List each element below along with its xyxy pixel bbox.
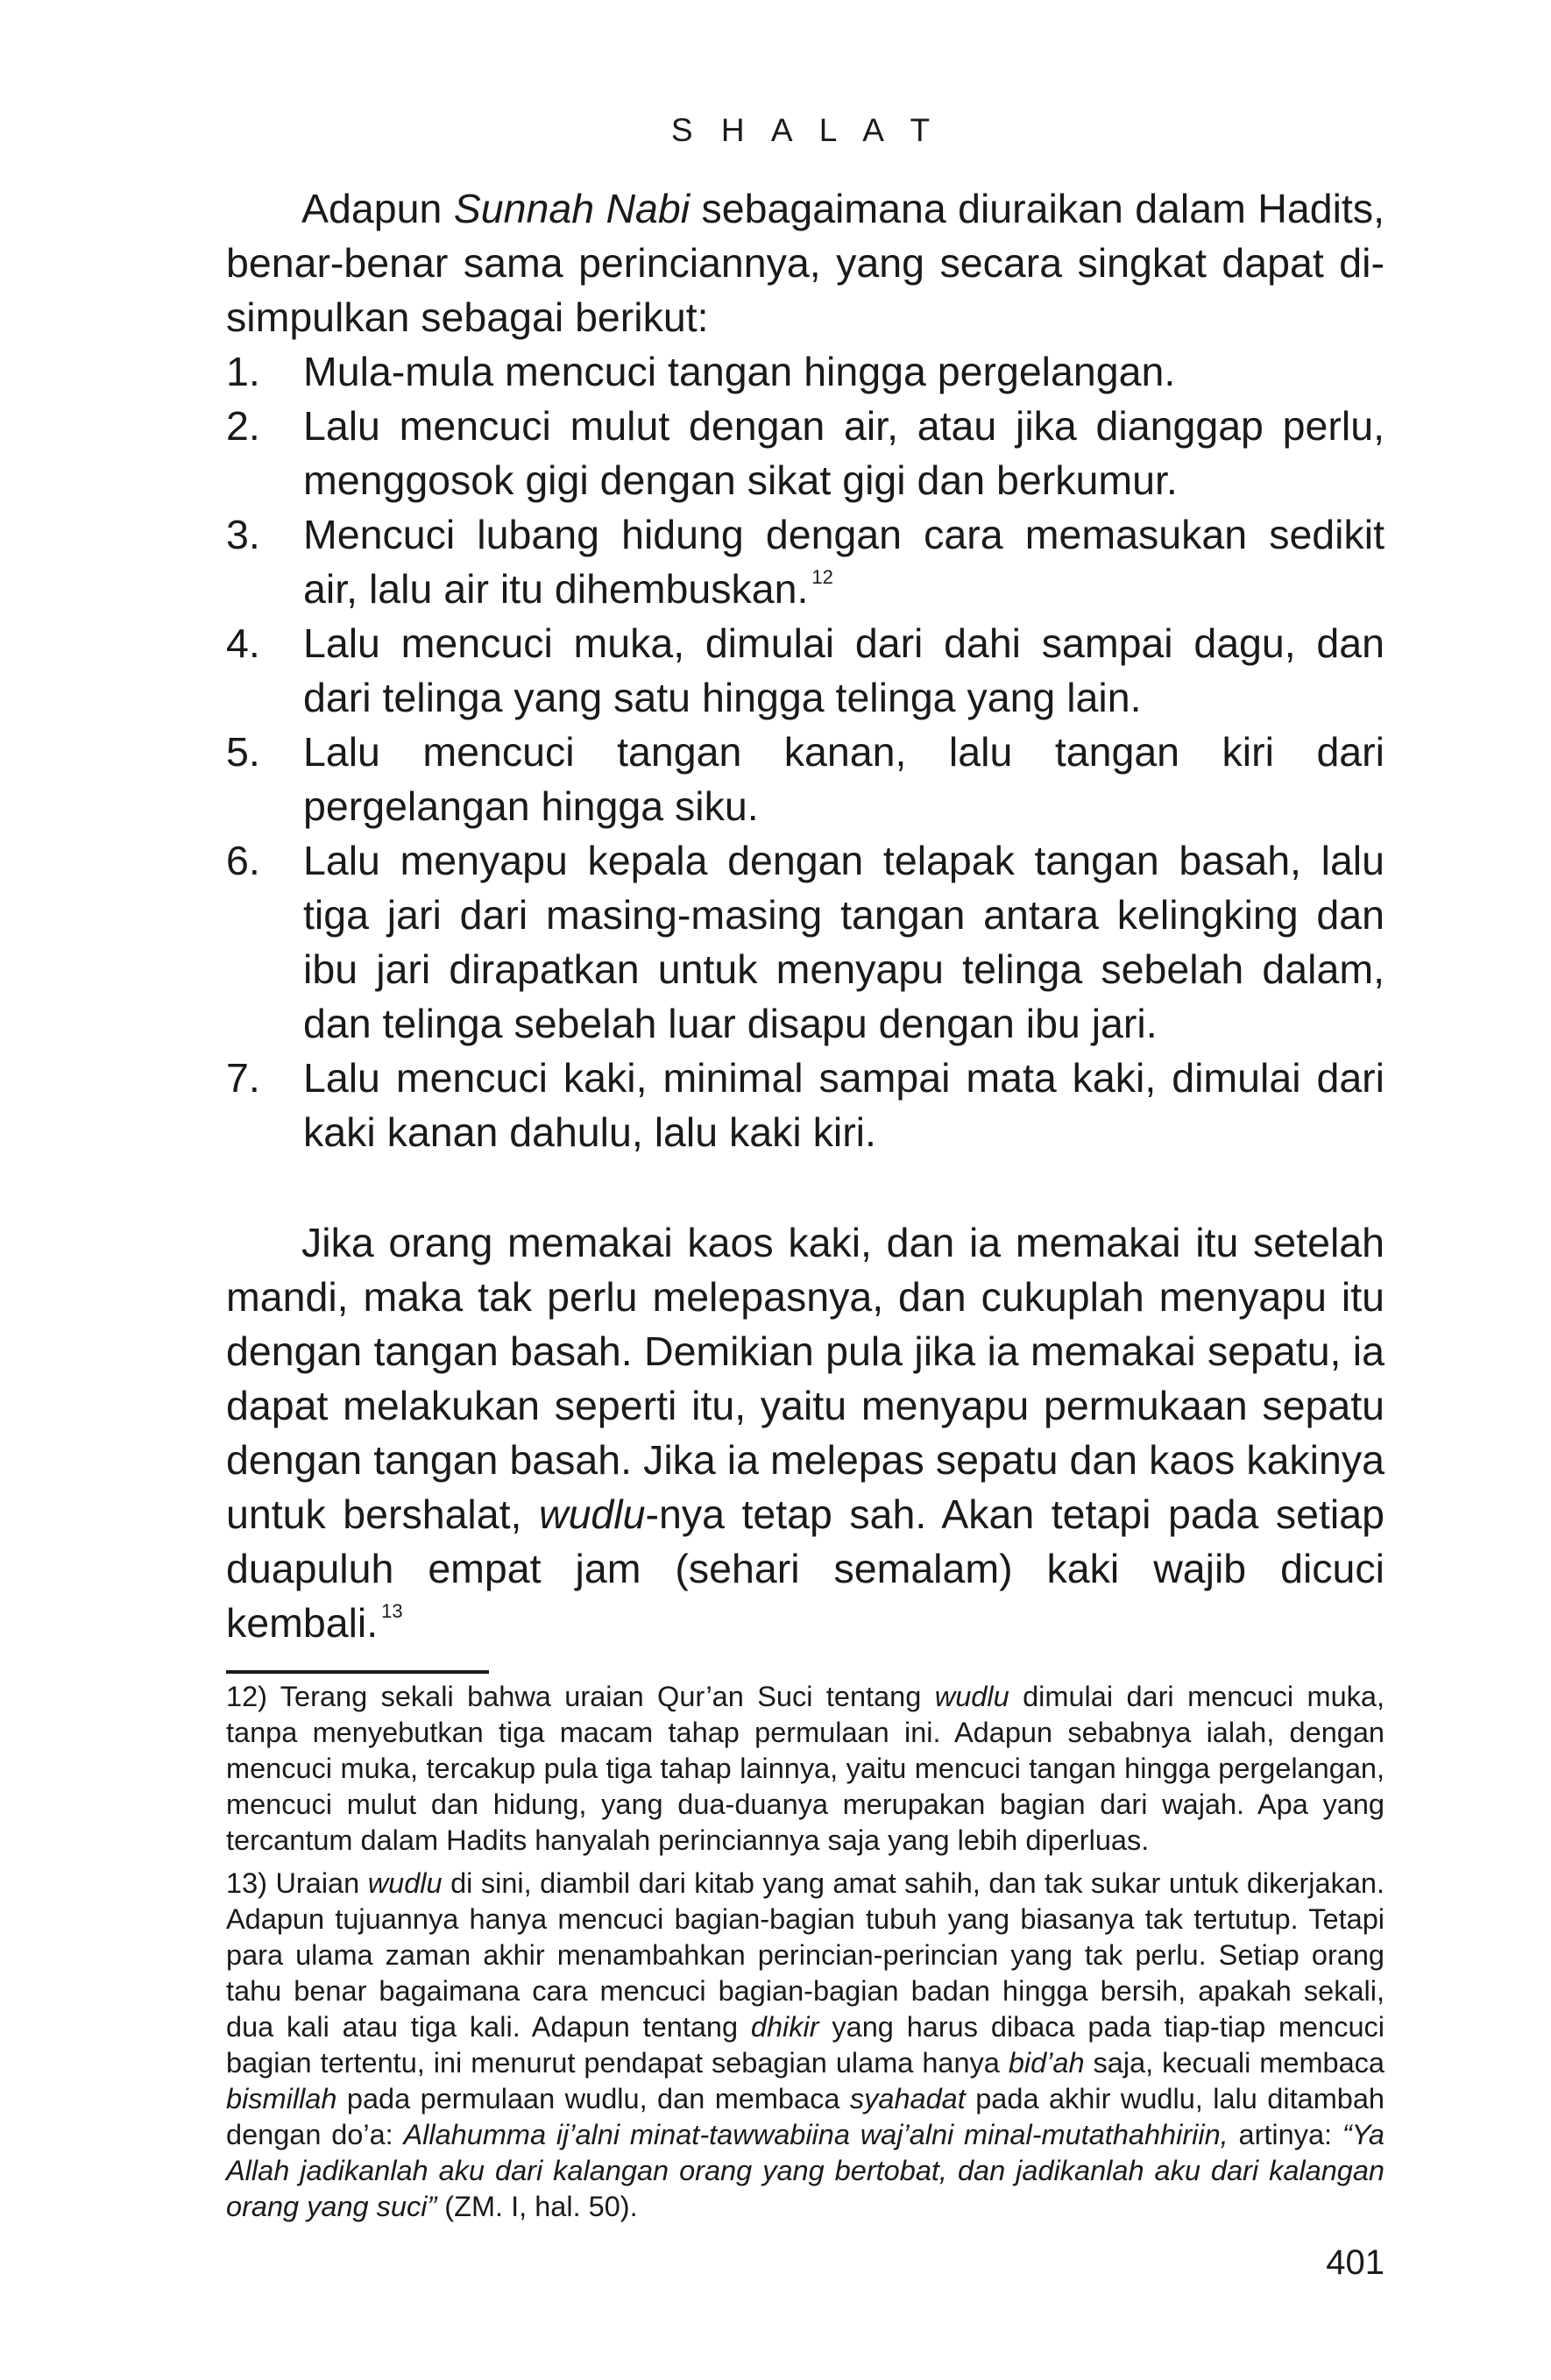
page-number: 401 xyxy=(1326,2243,1385,2282)
step-number: 3. xyxy=(226,512,260,557)
list-item xyxy=(226,507,1385,616)
list-item xyxy=(226,1051,1385,1159)
list-item xyxy=(226,399,1385,507)
step-number: 7. xyxy=(226,1055,260,1101)
step-text: Lalu mencuci mulut dengan air, atau jika dianggap perlu, menggosok gigi dengan sikat gigi dan berkumur. xyxy=(303,403,1385,503)
step-number: 6. xyxy=(226,838,260,883)
footnote-divider xyxy=(226,1670,489,1674)
step-text: Lalu menyapu kepala dengan telapak tangan basah, lalu tiga jari dari masing-masing tangan antara kelingking dan ibu jari dirapatkan untuk menyapu telinga sebelah dalam, dan telinga sebelah luar disapu dengan ibu jari. xyxy=(303,838,1385,1046)
list-item xyxy=(226,344,1385,399)
footnote-ref-13[interactable]: 13 xyxy=(381,1600,403,1622)
footnote-12: 12) Terang sekali bahwa uraian Qur’an Suci tentang wudlu dimulai dari mencuci muka, tanpa menyebutkan tiga macam tahap permulaan ini. Adapun sebabnya ialah, dengan mencuci muka, tercakup pula tiga tahap lainnya, yaitu mencuci tangan hingga pergelangan, mencuci mulut dan hidung, yang dua-duanya merupakan bagian dari wajah. Apa yang tercantum dalam Hadits hanyalah perinciannya saja yang lebih diperluas. xyxy=(226,1681,1385,1856)
footnote-13: 13) Uraian wudlu di sini, diambil dari kitab yang amat sahih, dan tak sukar untuk dikerjakan. Adapun tujuannya hanya mencuci bagian-bagian tubuh yang biasanya tak tertutup. Tetapi para ulama zaman akhir menambahkan perincian-perincian yang tak perlu. Setiap orang tahu benar bagaimana cara mencuci bagian-bagian badan hingga bersih, apakah sekali, dua kali atau tiga kali. Adapun tentang dhikir yang harus dibaca pada tiap-tiap mencuci bagian tertentu, ini menurut pendapat sebagian ulama hanya bid’ah saja, kecuali membaca bismillah pada permulaan wudlu, dan membaca syahadat pada akhir wudlu, lalu ditambah dengan do’a: Allahumma ij’alni minat-tawwabiina waj’alni minal-mutathahhiriin, artinya: “Ya Allah jadikanlah aku dari kalangan orang yang bertobat, dan jadikanlah aku dari kalangan orang yang suci” (ZM. I, hal. 50). xyxy=(226,1867,1385,2222)
step-number: 1. xyxy=(226,349,260,394)
footnotes xyxy=(226,1679,1385,2232)
step-text: Lalu mencuci tangan kanan, lalu tangan kiri dari pergelangan hingga siku. xyxy=(303,729,1385,829)
main-text xyxy=(226,181,1385,1650)
intro-italic-term: Sunnah Nabi xyxy=(453,186,691,231)
footnote-ref-12[interactable]: 12 xyxy=(811,566,833,588)
running-header: S H A L A T xyxy=(670,112,940,148)
intro-paragraph: Adapun Sunnah Nabi sebagaimana diuraikan dalam Hadits, benar-benar sama perinciannya, yang secara singkat dapat disimpulkan sebagai berikut: xyxy=(226,186,1385,340)
step-text: Mula-mula mencuci tangan hingga pergelangan. xyxy=(303,349,1176,394)
list-item xyxy=(226,833,1385,1051)
socks-paragraph: Jika orang memakai kaos kaki, dan ia memakai itu setelah mandi, maka tak perlu melepasnya, dan cukuplah menyapu itu dengan tangan basah. Demikian pula jika ia memakai sepatu, ia dapat melakukan seperti itu, yaitu menyapu permukaan sepatu dengan tangan basah. Jika ia melepas sepatu dan kaos kakinya untuk bershalat, wudlu-nya tetap sah. Akan tetapi pada setiap duapuluh empat jam (sehari semalam) kaki wajib dicuci kembali. $^{13}$ xyxy=(226,1220,1385,1646)
wudlu-steps-list xyxy=(226,344,1385,1159)
step-text: Lalu mencuci muka, dimulai dari dahi sampai dagu, dan dari telinga yang satu hingga telinga yang lain. xyxy=(303,620,1385,720)
step-number: 2. xyxy=(226,403,260,449)
step-text: Mencuci lubang hidung dengan cara memasukan sedikit air, lalu air itu dihembuskan. $^{12}$ xyxy=(303,512,1385,612)
list-item xyxy=(226,616,1385,725)
step-number: 4. xyxy=(226,620,260,666)
step-number: 5. xyxy=(226,729,260,775)
step-text: Lalu mencuci kaki, minimal sampai mata kaki, dimulai dari kaki kanan dahulu, lalu kaki kiri. xyxy=(303,1055,1385,1155)
list-item xyxy=(226,725,1385,833)
wudlu-italic-term: wudlu xyxy=(538,1491,646,1537)
